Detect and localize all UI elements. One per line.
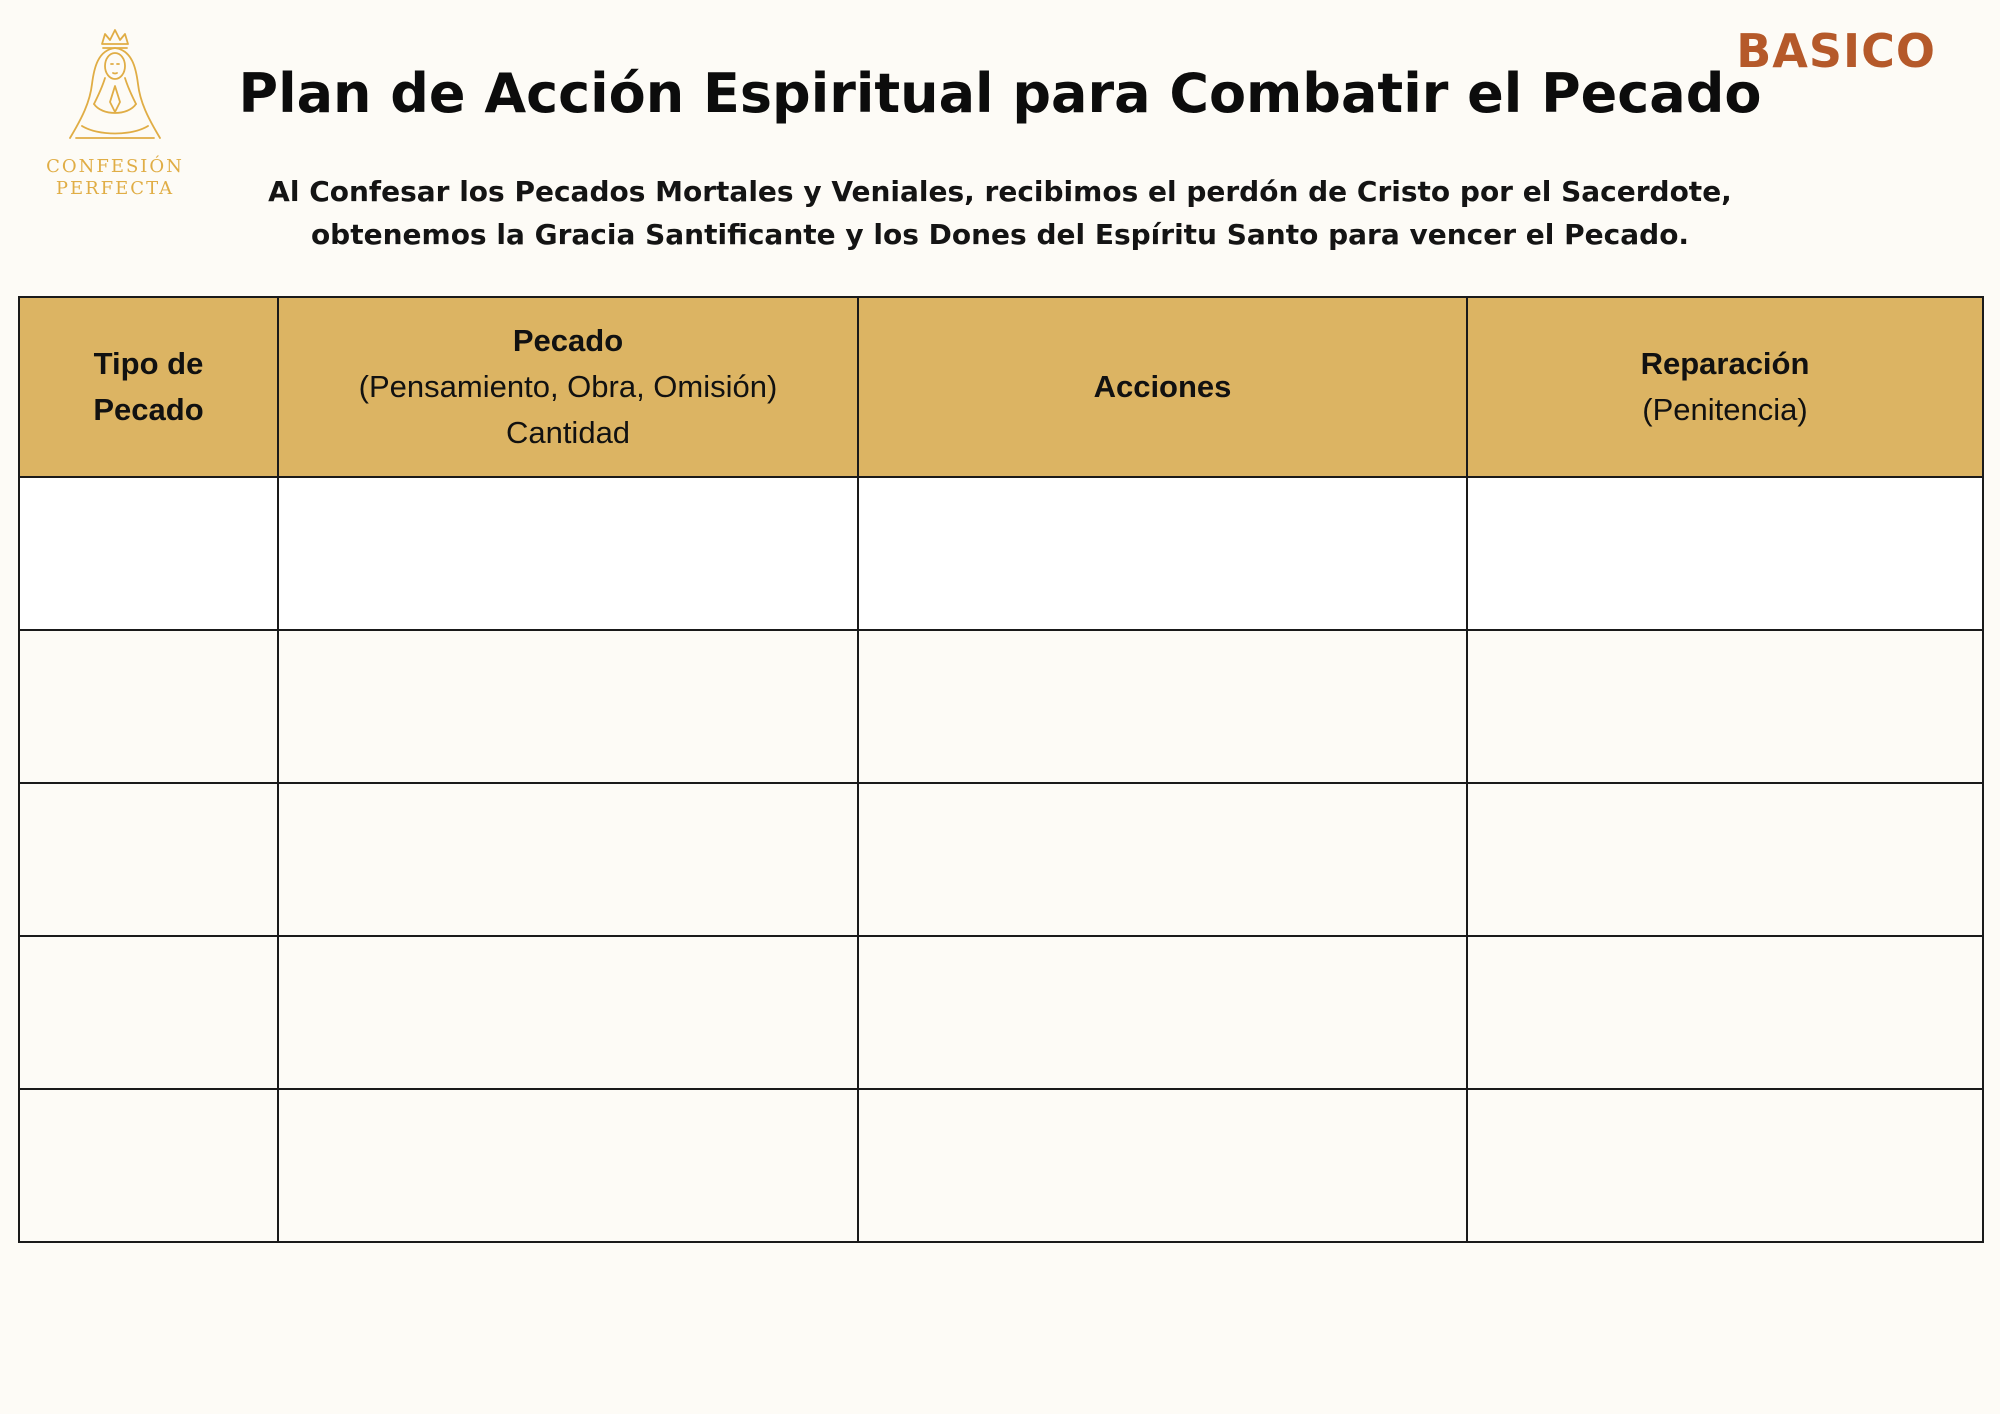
table-cell-pecado[interactable] [278,936,858,1089]
action-plan-table [18,296,1984,1243]
column-header-pecado [278,297,858,477]
table-cell-reparacion[interactable] [1467,630,1983,783]
table-cell-acciones[interactable] [858,630,1467,783]
level-badge: BASICO [1736,24,1936,78]
table-row [19,1089,1983,1242]
subtitle-line-2: obtenemos la Gracia Santificante y los Dones del Espíritu Santo para vencer el Pecado. [310,218,1690,251]
column-header-reparacion [1467,297,1983,477]
column-header-acciones [858,297,1467,477]
table-cell-acciones[interactable] [858,1089,1467,1242]
table-cell-pecado[interactable] [278,477,858,630]
table-cell-tipo[interactable] [19,936,278,1089]
table-row [19,783,1983,936]
page-subtitle [0,170,2000,256]
table-cell-reparacion[interactable] [1467,936,1983,1089]
table-row [19,936,1983,1089]
table-cell-reparacion[interactable] [1467,1089,1983,1242]
column-header-pecado-cantidad: Cantidad [505,415,631,450]
column-header-tipo-de-pecado [19,297,278,477]
table-row [19,477,1983,630]
table-cell-acciones[interactable] [858,783,1467,936]
column-header-tipo-line-1: Tipo de [93,346,204,381]
logo-line-2: PERFECTA [55,178,175,199]
table-cell-reparacion[interactable] [1467,783,1983,936]
column-header-reparacion-subtitle: (Penitencia) [1642,392,1808,427]
table-header-row [19,297,1983,477]
page-title: Plan de Acción Espiritual para Combatir el Pecado [238,62,1762,125]
column-header-acciones-title: Acciones [1093,369,1232,404]
table-row [19,630,1983,783]
table-cell-pecado[interactable] [278,630,858,783]
column-header-pecado-subtitle: (Pensamiento, Obra, Omisión) [358,369,778,404]
logo-line-1: CONFESIÓN [46,156,184,177]
table-cell-tipo[interactable] [19,783,278,936]
table-cell-tipo[interactable] [19,1089,278,1242]
column-header-reparacion-title: Reparación [1640,346,1810,381]
table-cell-reparacion[interactable] [1467,477,1983,630]
table-cell-acciones[interactable] [858,477,1467,630]
table-cell-pecado[interactable] [278,1089,858,1242]
column-header-pecado-title: Pecado [512,323,624,358]
table-cell-pecado[interactable] [278,783,858,936]
table-cell-tipo[interactable] [19,630,278,783]
table-cell-tipo[interactable] [19,477,278,630]
column-header-tipo-line-2: Pecado [93,392,204,427]
subtitle-line-1: Al Confesar los Pecados Mortales y Veniales, recibimos el perdón de Cristo por el Sacerdote, [268,175,1732,208]
table-cell-acciones[interactable] [858,936,1467,1089]
